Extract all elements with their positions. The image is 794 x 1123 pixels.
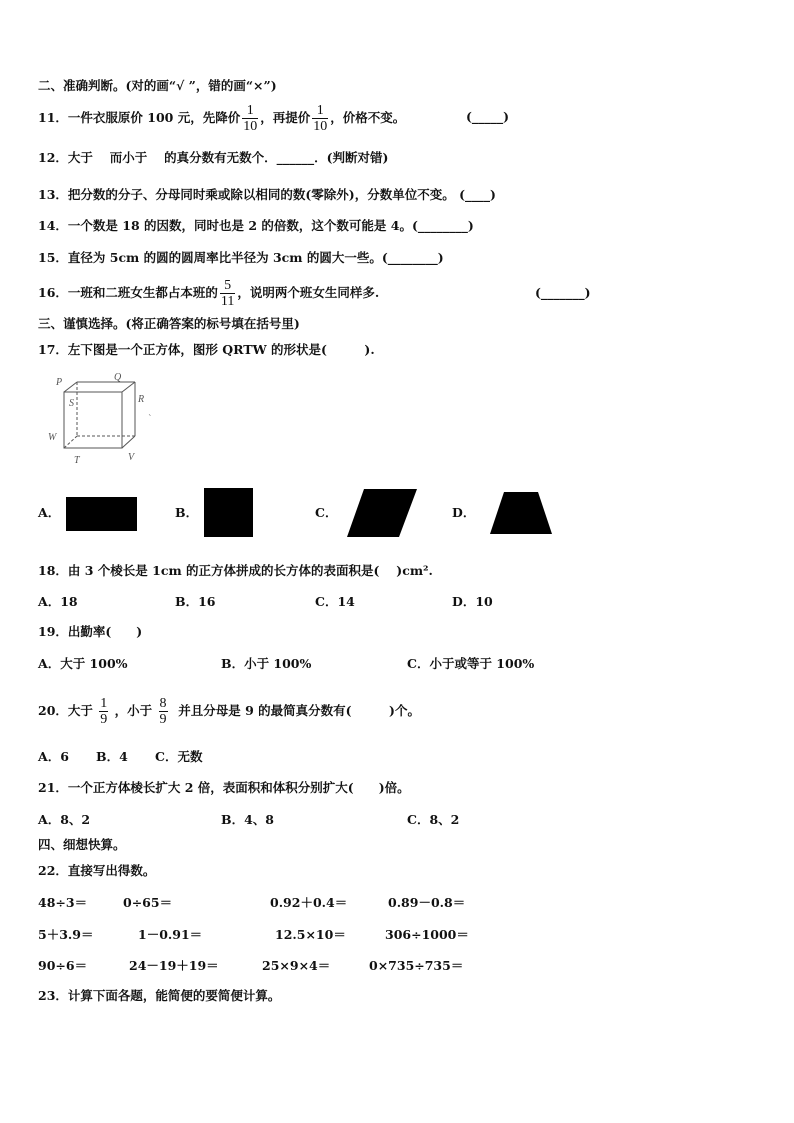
cube-label-s: S: [69, 398, 74, 409]
calc-cell: 0÷65＝: [123, 895, 173, 910]
q19-option-a[interactable]: A．大于 100%: [38, 656, 128, 671]
calc-cell: 12.5×10＝: [275, 927, 346, 942]
question-22: 22．直接写出得数。: [38, 863, 156, 878]
parallelogram-shape: [346, 488, 418, 538]
trapezoid-shape: [489, 491, 553, 535]
question-21: 21．一个正方体棱长扩大 2 倍，表面积和体积分别扩大( )倍。: [38, 780, 410, 795]
question-13: 13．把分数的分子、分母同时乘或除以相同的数(零除外)，分数单位不变。 (____): [38, 187, 496, 202]
cube-label-v: V: [128, 452, 135, 463]
fraction-1-9: $\frac{1}{9}$: [100, 696, 108, 727]
cube-label-p: P: [56, 377, 63, 388]
q20-text-b: ，小于: [114, 703, 153, 718]
question-11: [38, 100, 405, 136]
calc-cell: 24－19＋19＝: [129, 958, 219, 973]
rectangle-shape: [66, 497, 137, 531]
q20-text-c: 并且分母是 9 的最简真分数有( )个。: [178, 703, 420, 718]
question-19: 19．出勤率( ): [38, 624, 143, 639]
q18-option-d[interactable]: D．10: [452, 594, 493, 609]
q18-option-a[interactable]: A．18: [38, 594, 78, 609]
q18-option-b[interactable]: B．16: [175, 594, 216, 609]
fraction-1-10-b: $\frac{1}{10}$: [313, 103, 328, 134]
cube-label-q: Q: [114, 372, 122, 383]
q19-option-b[interactable]: B．小于 100%: [221, 656, 312, 671]
q17-option-a[interactable]: A．: [38, 505, 61, 520]
q20-option-b[interactable]: B．4: [96, 749, 128, 764]
section-3-title: 三、谨慎选择。(将正确答案的标号填在括号里): [38, 316, 300, 331]
q11-text-c: ，价格不变。: [330, 110, 406, 125]
cube-label-r: R: [138, 394, 145, 405]
svg-text:`: `: [148, 415, 153, 425]
q18-option-c[interactable]: C．14: [315, 594, 355, 609]
calc-cell: 306÷1000＝: [385, 927, 469, 942]
cube-label-w: W: [48, 432, 57, 443]
calc-cell: 0×735÷735＝: [369, 958, 464, 973]
q20-text-a: 20．大于: [38, 703, 93, 718]
cube-diagram: [44, 370, 156, 468]
q21-option-b[interactable]: B．4、8: [221, 812, 274, 827]
q17-option-d[interactable]: D．: [452, 505, 476, 520]
question-14: 14．一个数是 18 的因数，同时也是 2 的倍数，这个数可能是 4。(________): [38, 218, 474, 233]
calc-cell: 48÷3＝: [38, 895, 88, 910]
q11-answer-blank[interactable]: (_____): [466, 109, 510, 124]
calc-cell: 1－0.91＝: [138, 927, 203, 942]
q16-text-a: 16．一班和二班女生都占本班的: [38, 285, 218, 300]
section-2-title: 二、准确判断。(对的画“√ ”，错的画“×”): [38, 78, 277, 93]
q21-option-a[interactable]: A．8、2: [38, 812, 91, 827]
q17-option-c[interactable]: C．: [315, 505, 338, 520]
calc-cell: 5＋3.9＝: [38, 927, 94, 942]
q20-option-a[interactable]: A．6: [38, 749, 69, 764]
q21-option-c[interactable]: C．8、2: [407, 812, 460, 827]
question-17: 17．左下图是一个正方体，图形 QRTW 的形状是( ).: [38, 342, 375, 357]
q16-text-b: ，说明两个班女生同样多.: [237, 285, 380, 300]
calc-cell: 90÷6＝: [38, 958, 88, 973]
q11-text-a: 11．一件衣服原价 100 元，先降价: [38, 110, 241, 125]
question-15: 15．直径为 5cm 的圆的圆周率比半径为 3cm 的圆大一些。(________): [38, 250, 444, 265]
fraction-1-10: $\frac{1}{10}$: [243, 103, 258, 134]
cube-label-t: T: [74, 455, 80, 466]
calc-cell: 0.92＋0.4＝: [270, 895, 348, 910]
section-4-title: 四、细想快算。: [38, 837, 126, 852]
q19-option-c[interactable]: C．小于或等于 100%: [407, 656, 535, 671]
fraction-8-9: $\frac{8}{9}$: [159, 696, 167, 727]
question-12: 12．大于 而小于 的真分数有无数个．______．(判断对错): [38, 150, 389, 165]
question-18: 18．由 3 个棱长是 1cm 的正方体拼成的长方体的表面积是( )cm².: [38, 563, 433, 578]
q17-option-b[interactable]: B．: [175, 505, 199, 520]
calc-cell: 25×9×4＝: [262, 958, 331, 973]
q11-text-b: ，再提价: [260, 110, 311, 125]
question-23: 23．计算下面各题，能简便的要简便计算。: [38, 988, 281, 1003]
q16-answer-blank[interactable]: (_______): [535, 285, 591, 300]
fraction-5-11: $\frac{5}{11}$: [220, 278, 235, 309]
question-20: [38, 692, 420, 730]
question-16: [38, 275, 379, 311]
calc-cell: 0.89－0.8＝: [388, 895, 466, 910]
q20-option-c[interactable]: C．无数: [155, 749, 203, 764]
square-shape: [204, 488, 253, 537]
